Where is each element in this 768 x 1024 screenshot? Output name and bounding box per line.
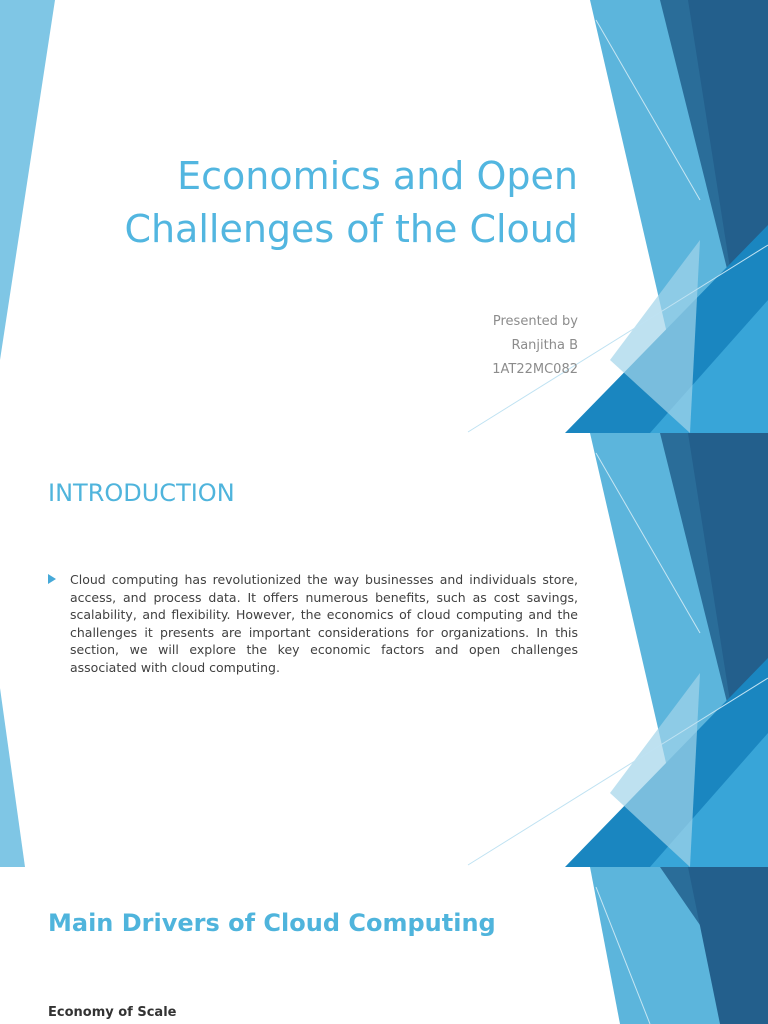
title-slide <box>0 0 768 433</box>
bullet-text: Cloud computing has revolutionized the way businesses and individuals store, access, and process data. It offers numerous benefits, such as cost savings, scalability, and flexibility. However, the economics of cloud computing and the challenges it presents are important considerations for organizations. In this section, we will explore the key economic factors and open challenges associated with cloud computing. <box>70 572 578 675</box>
introduction-slide <box>0 433 768 867</box>
presenter-block <box>492 310 578 382</box>
main-drivers-slide <box>0 867 768 1024</box>
presenter-id: 1AT22MC082 <box>492 362 578 377</box>
main-drivers-heading: Main Drivers of Cloud Computing <box>48 909 496 937</box>
list-item <box>48 571 578 676</box>
presenter-label: Presented by <box>492 314 578 329</box>
slide-decoration <box>0 867 768 1024</box>
economy-of-scale-subheading: Economy of Scale <box>48 1005 177 1020</box>
triangle-bullet-icon <box>48 574 56 584</box>
presenter-name: Ranjitha B <box>511 338 578 353</box>
introduction-heading: INTRODUCTION <box>48 479 235 507</box>
presentation-title: Economics and Open Challenges of the Cloud <box>124 154 578 251</box>
bullet-list <box>48 571 578 676</box>
